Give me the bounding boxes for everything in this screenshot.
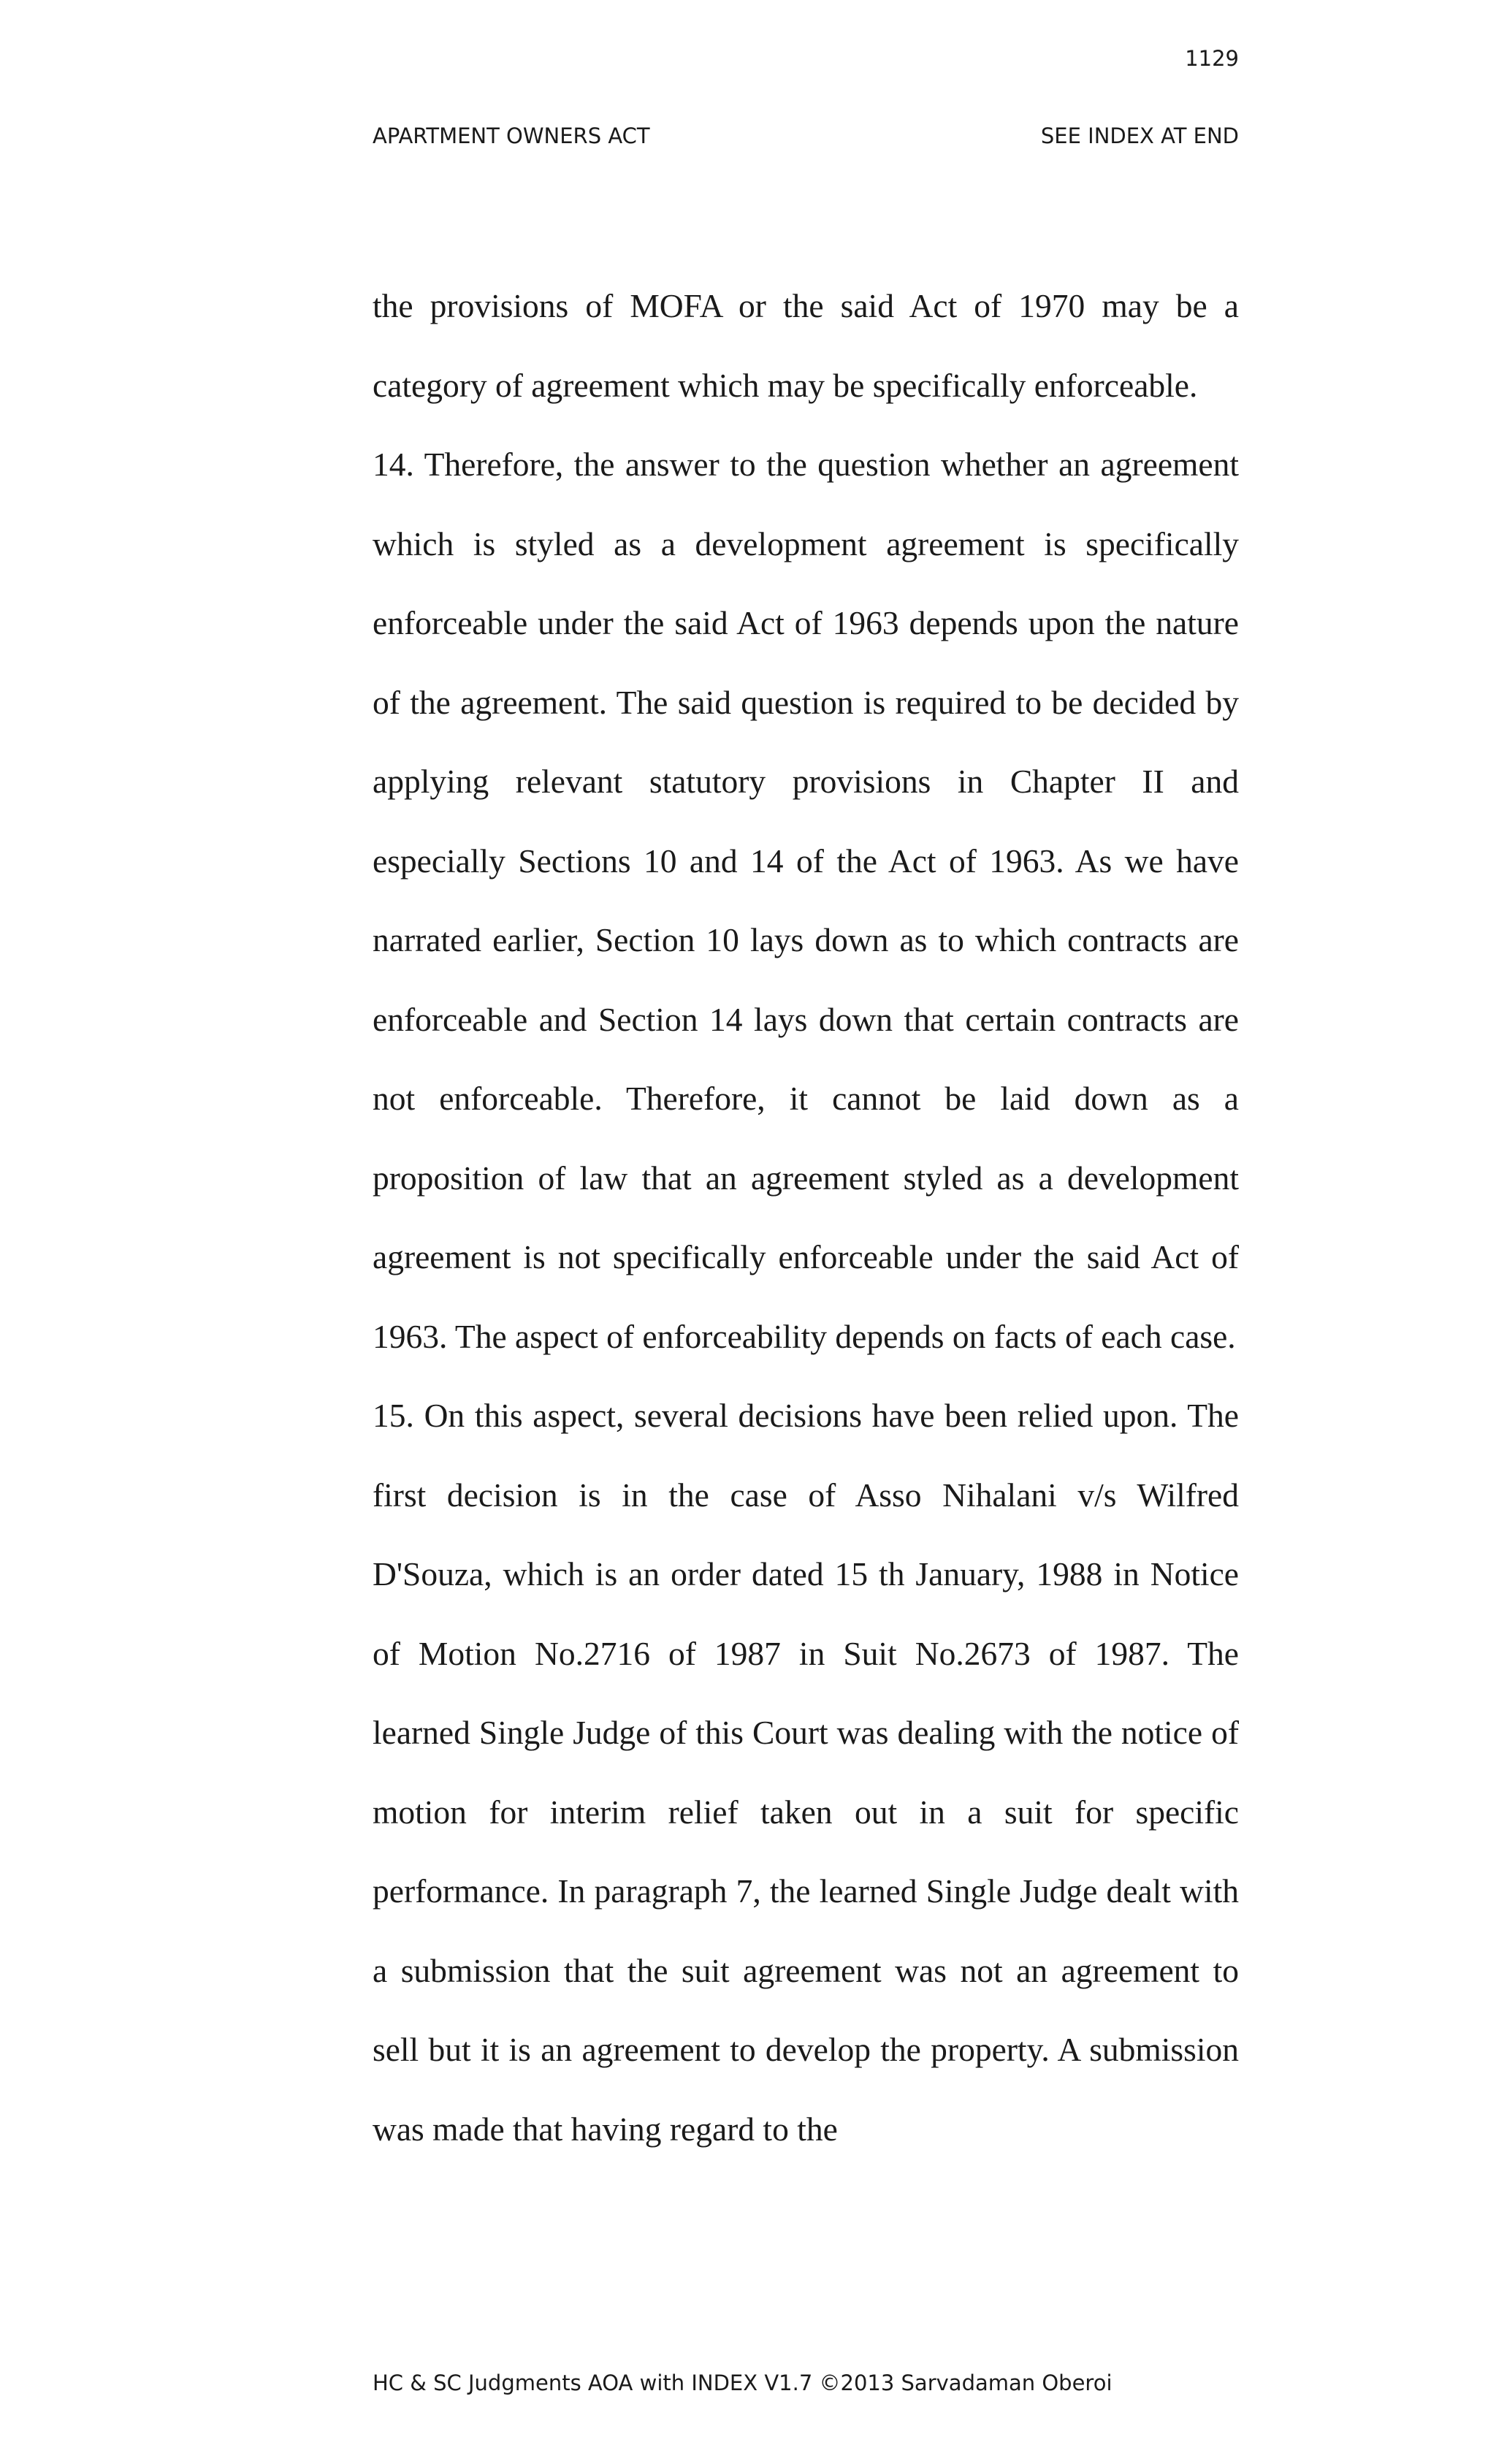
footer-copyright: HC & SC Judgments AOA with INDEX V1.7 ©2013 Sarvadaman Oberoi (373, 2370, 1113, 2395)
running-header-index-note: SEE INDEX AT END (1040, 123, 1239, 148)
judgment-body-text (373, 267, 1239, 2169)
paragraph-14: 14. Therefore, the answer to the question whether an agreement which is styled as a development agreement is specifically enforceable under the said Act of 1963 depends upon the nature of the agreement. The said question is required to be decided by applying relevant statutory provisions in Chapter II and especially Sections 10 and 14 of the Act of 1963. As we have narrated earlier, Section 10 lays down as to which contracts are enforceable and Section 14 lays down that certain contracts are not enforceable. Therefore, it cannot be laid down as a proposition of law that an agreement styled as a development agreement is not specifically enforceable under the said Act of 1963. The aspect of enforceability depends on facts of each case. (373, 446, 1239, 1355)
paragraph-15: 15. On this aspect, several decisions have been relied upon. The first decision is in the case of Asso Nihalani v/s Wilfred D'Souza, which is an order dated 15 th January, 1988 in Notice of Motion No.2716 of 1987 in Suit No.2673 of 1987. The learned Single Judge of this Court was dealing with the notice of motion for interim relief taken out in a suit for specific performance. In paragraph 7, the learned Single Judge dealt with a submission that the suit agreement was not an agreement to sell but it is an agreement to develop the property. A submission was made that having regard to the (373, 1397, 1239, 2148)
page-number: 1129 (1185, 46, 1239, 71)
running-header-title: APARTMENT OWNERS ACT (373, 123, 650, 148)
paragraph-continuation: the provisions of MOFA or the said Act of 1970 may be a category of agreement which may be specifically enforceable. (373, 287, 1239, 404)
